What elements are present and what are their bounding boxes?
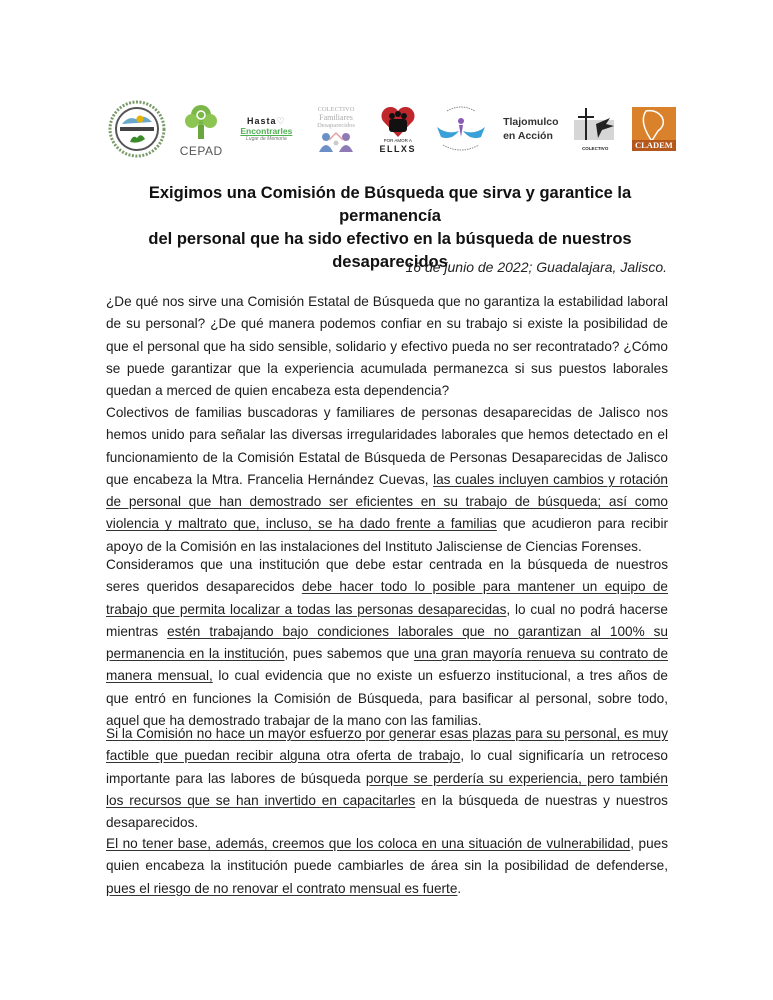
title-line-1: Exigimos una Comisión de Búsqueda que sirva y garantice la permanencía [148,184,632,225]
logo-strip [108,93,676,165]
p4-text-a: , lo cual significaría un retroceso importante para las labores de búsqueda [106,748,668,786]
p5-text-a: , pues quien encabeza la institución puede cambiarles de área sin la posibilidad de defenderse, [106,836,669,874]
cross-hummingbird-icon [572,106,618,146]
p3-text-d: lo cual evidencia que no existe un esfuerzo institucional, a tres años de que entró en funciones la Comisión de Búsqueda, para basificar al personal, sobre todo, aquel que ha demostrado trabajar de la mano con las familias. [106,668,668,729]
p3-underline-1: debe hacer todo lo posible para mantener un equipo de trabajo que permita localizar a todas las personas desaparecidas [106,579,668,617]
tlajomulco-line2: en Acción [503,130,553,142]
cladem-map-icon [632,107,676,151]
paragraph-5 [106,833,668,900]
document-date: 16 de junio de 2022; Guadalajara, Jalisco. [405,259,667,275]
heart-silhouettes-icon [380,104,416,138]
cladem-label: CLADEM [632,140,676,151]
p2-underline-1: las cuales incluyen cambios y rotación de personal que han demostrado ser eficientes en su trabajo de búsqueda; así como violencia y maltrato que, incluso, se ha dado frente a familias [106,471,668,532]
paragraph-4 [106,723,668,834]
p4-text-b: en la búsqueda de nuestras y nuestros desaparecidos. [106,792,668,831]
paragraph-2 [106,402,668,558]
bird-icon: ♡ [276,115,286,126]
family-figures-icon [316,130,356,152]
logo-cepad: CEPAD [180,94,223,164]
p3-underline-3: una gran mayoría renueva su contrato de manera mensual, [106,646,669,684]
p4-underline-1: Si la Comisión no hace un mayor esfuerzo por generar esas plazas para su personal, es muy factible que puedan recibir alguna otra oferta de trabajo [106,726,668,764]
tlajomulco-line1: Tlajomulco [503,116,559,128]
p2-text-b: que acudieron para recibir apoyo de la Comisión en las instalaciones del Instituto Jalisciense de Ciencias Forenses. [106,516,668,554]
p3-text-c: , pues sabemos que [284,646,414,662]
logo-colectivo-entre-cielo-y-tierra-manos [433,94,489,164]
paragraph-3 [106,554,668,732]
title-line-2: del personal que ha sido efectivo en la búsqueda de nuestros desaparecidos [148,230,632,271]
logo-colectivo-cruz-colibri [572,94,618,164]
hands-figure-icon [433,101,489,157]
logo-cladem [632,94,676,164]
p4-underline-2: porque se perdería su experiencia, pero también los recursos que se han invertido en capacitarles [106,770,668,808]
p3-underline-2: estén trabajando bajo condiciones laborales que no garantizan al 100% su permanencia en la institución [106,623,668,662]
logo-tlajomulco-en-accion [503,94,558,164]
p5-underline-2: pues el riesgo de no renovar el contrato mensual es fuerte [106,880,458,896]
p5-text-b: . [457,880,462,896]
logo-entre-cielo-y-tierra [108,94,166,164]
p2-text-a: Colectivos de familias buscadoras y familiares de personas desaparecidas de Jalisco nos hemos unido para señalar las diversas irregularidades laborales que hemos detectado en el funcionamiento de la Comisión Estatal de Búsqueda de Personas Desaparecidas de Jalisco que encabeza la Mtra. Francelia Hernández Cuevas, [106,405,668,487]
logo-colectivo-familiares-desaparecidos: COLECTIVO Familiares Desaparecidos [310,94,362,164]
p3-text-b: , lo cual no podrá hacerse mientras [106,601,668,639]
entre-cielo-y-tierra-emblem-icon [108,100,166,158]
colectivo-label: COLECTIVO [582,146,609,151]
p5-underline-1: El no tener base, además, creemos que los coloca en una situación de vulnerabilidad [106,836,631,851]
cepad-tree-icon [181,101,221,145]
logo-hasta-encontrarles: Hasta♡ Encontrarles Lugar de Memoria [240,115,293,142]
p3-text-a: Consideramos que una institución que debe estar centrada en la búsqueda de nuestros seres queridos desaparecidos [106,557,668,595]
paragraph-1: ¿De qué nos sirve una Comisión Estatal de Búsqueda que no garantiza la estabilidad laboral de su personal? ¿De qué manera podemos confiar en su trabajo si existe la posibilidad de que el personal que ha sido sensible, solidario y efectivo pueda no ser recontratado? ¿Cómo se puede garantizar que la experiencia acumulada permanezca si sus puestos laborales quedan a merced de quien encabeza esta dependencia? [106,294,668,399]
logo-por-amor-a-ellxs: POR AMOR A ELLXS [376,94,420,164]
